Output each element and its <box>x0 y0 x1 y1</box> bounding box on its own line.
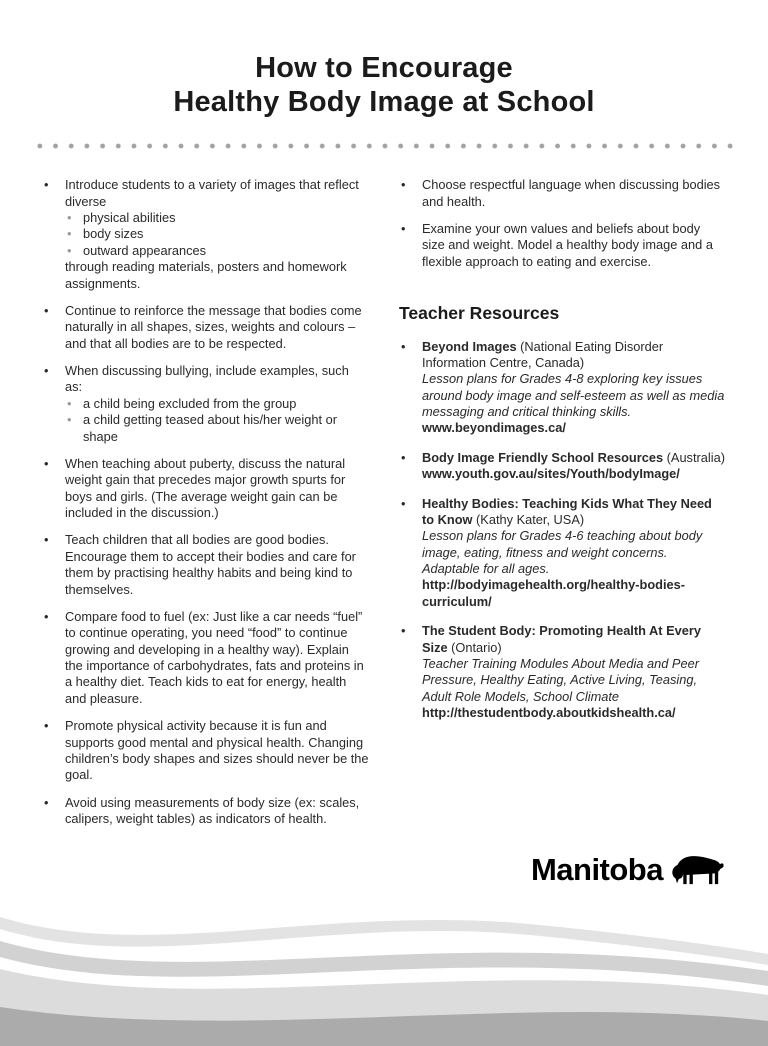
list-item <box>42 609 369 707</box>
teacher-resources-heading: Teacher Resources <box>399 303 560 324</box>
list-item-text: When discussing bullying, include examples, such as: <box>65 363 349 395</box>
right-column <box>399 177 726 838</box>
list-item-text: Choose respectful language when discussing bodies and health. <box>422 177 721 209</box>
list-item <box>42 718 369 784</box>
page-title-line1: How to Encourage <box>255 52 513 84</box>
sub-list-item <box>65 243 369 259</box>
list-item <box>42 456 369 522</box>
sub-item-text: physical abilities <box>83 210 176 225</box>
resource-title <box>422 496 726 529</box>
sub-list-item <box>65 412 369 445</box>
resource-url[interactable]: www.beyondimages.ca/ <box>422 420 566 436</box>
list-item <box>42 303 369 352</box>
resource-title <box>422 623 726 656</box>
resource-url[interactable]: http://thestudentbody.aboutkidshealth.ca/ <box>422 705 676 721</box>
list-item-text: Compare food to fuel (ex: Just like a car needs “fuel” to continue operating, you need “food” to continue growing and developing in a healthy way). Explain the importance of carbohydrates, fats and proteins in a healthy diet. Teach kids to eat for energy, health and pleasure. <box>65 608 364 706</box>
resource-org: (Kathy Kater, USA) <box>476 511 585 527</box>
sub-item-text: outward appearances <box>83 242 207 258</box>
sub-item-text: a child being excluded from the group <box>83 395 297 411</box>
resource-name: The Student Body: Promoting Health At Every Size <box>422 623 701 655</box>
resource-org: (Australia) <box>666 449 725 465</box>
list-item <box>42 177 369 292</box>
sub-item-text: a child getting teased about his/her weight or shape <box>83 412 337 444</box>
sub-list-item <box>65 226 369 242</box>
resource-title <box>422 450 726 466</box>
resource-url[interactable]: www.youth.gov.au/sites/Youth/bodyImage/ <box>422 466 680 482</box>
left-column <box>42 177 369 838</box>
resource-name: Healthy Bodies: Teaching Kids What They Need to Know <box>422 495 712 527</box>
list-item <box>399 221 726 270</box>
resource-description: Teacher Training Modules About Media and Peer Pressure, Healthy Eating, Active Living, Teasing, Adult Role Models, School Climate <box>422 655 699 704</box>
list-item <box>42 363 369 445</box>
resource-org: (National Eating Disorder Information Centre, Canada) <box>422 338 664 370</box>
manitoba-wordmark: Manitoba <box>530 852 663 887</box>
document-page <box>0 52 768 887</box>
resource-item <box>399 623 726 721</box>
list-item-text: Teach children that all bodies are good bodies. Encourage them to accept their bodies and care for them by practising healthy habits and being kind to themselves. <box>65 532 356 597</box>
list-item <box>399 177 726 210</box>
footer-wave-graphic <box>0 911 768 1046</box>
resource-item <box>399 450 726 483</box>
list-item-text: Avoid using measurements of body size (ex: scales, calipers, weight tables) as indicators of health. <box>65 794 360 826</box>
resource-name: Body Image Friendly School Resources <box>422 449 664 465</box>
resource-name: Beyond Images <box>422 338 517 354</box>
list-item <box>42 795 369 828</box>
resource-url[interactable]: http://bodyimagehealth.org/healthy-bodies-curriculum/ <box>422 577 686 609</box>
list-item-continuation: through reading materials, posters and homework assignments. <box>65 259 347 291</box>
list-item-text: When teaching about puberty, discuss the natural weight gain that precedes major growth spurts for boys and girls. (The average weight gain can be included in the discussion.) <box>65 455 346 520</box>
resource-title <box>422 339 726 372</box>
sub-list-item <box>65 396 369 412</box>
list-item-text: Continue to reinforce the message that bodies come naturally in all shapes, sizes, weights and colours – and that all bodies are to be respected. <box>65 302 362 351</box>
list-item <box>42 532 369 598</box>
resource-description: Lesson plans for Grades 4-8 exploring key issues around body image and self-esteem as well as media messaging and critical thinking skills. <box>422 371 725 420</box>
manitoba-logo <box>531 852 724 888</box>
resource-org: (Ontario) <box>451 639 502 655</box>
list-item-text: Promote physical activity because it is fun and supports good mental and physical health. Changing children’s body shapes and sizes should never be the goal. <box>65 718 369 783</box>
bison-icon <box>670 853 724 887</box>
content-columns <box>0 149 768 838</box>
resource-description: Lesson plans for Grades 4-6 teaching about body image, eating, fitness and weight concerns. Adaptable for all ages. <box>422 528 703 577</box>
resource-item <box>399 339 726 437</box>
page-title <box>0 52 768 119</box>
resource-item <box>399 496 726 611</box>
list-item-text: Examine your own values and beliefs about body size and weight. Model a healthy body image and a flexible approach to eating and exercise. <box>422 221 713 269</box>
sub-item-text: body sizes <box>83 226 144 242</box>
list-item-text: Introduce students to a variety of images that reflect diverse <box>65 177 359 209</box>
page-title-line2: Healthy Body Image at School <box>173 85 595 118</box>
sub-list-item <box>65 210 369 226</box>
